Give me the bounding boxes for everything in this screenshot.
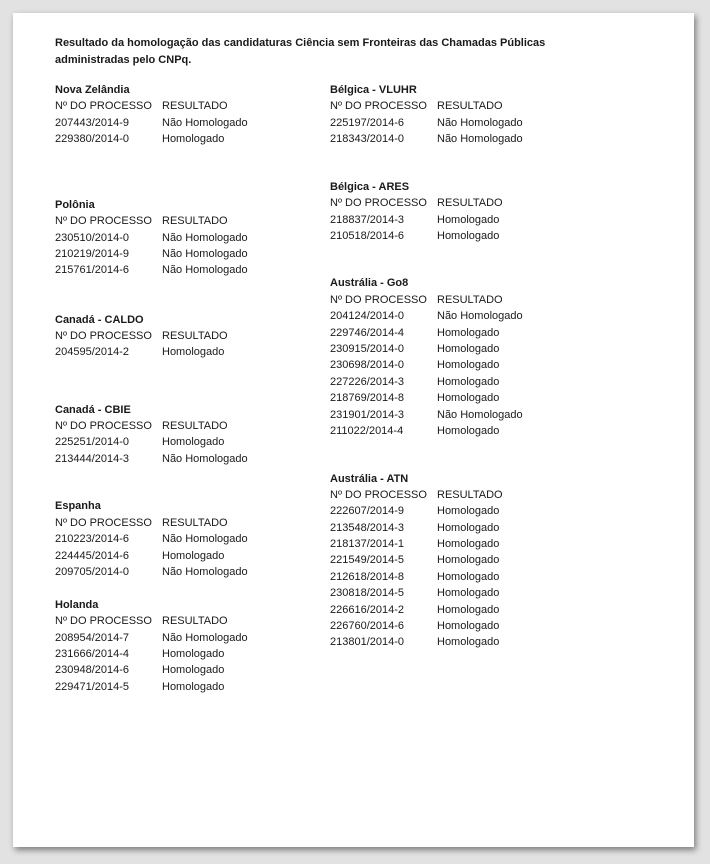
column-header-row xyxy=(55,213,325,229)
table-row xyxy=(55,646,325,662)
table-row xyxy=(330,585,600,601)
col-resultado-header: RESULTADO xyxy=(437,100,503,113)
table-row xyxy=(330,602,600,618)
process-number: 209705/2014-0 xyxy=(55,565,130,578)
col-processo-header: Nº DO PROCESSO xyxy=(55,329,152,342)
section-heading: Espanha xyxy=(55,500,101,513)
section-holanda xyxy=(55,597,325,695)
table-row xyxy=(330,520,600,536)
process-number: 213444/2014-3 xyxy=(55,452,130,465)
right-column xyxy=(330,82,600,651)
section-heading: Canadá - CALDO xyxy=(55,313,144,326)
process-number: 221549/2014-5 xyxy=(330,554,405,567)
result-status: Homologado xyxy=(437,538,500,551)
result-status: Não Homologado xyxy=(162,247,248,260)
column-header-row xyxy=(330,98,600,114)
table-row xyxy=(55,531,325,547)
col-processo-header: Nº DO PROCESSO xyxy=(330,488,427,501)
process-number: 231901/2014-3 xyxy=(330,408,405,421)
table-row xyxy=(330,228,600,244)
table-row xyxy=(55,564,325,580)
process-number: 211022/2014-4 xyxy=(330,424,404,437)
table-row xyxy=(330,374,600,390)
process-number: 222607/2014-9 xyxy=(330,505,405,518)
result-status: Homologado xyxy=(437,620,500,633)
result-status: Homologado xyxy=(437,603,500,616)
result-status: Homologado xyxy=(437,213,500,226)
process-number: 204595/2014-2 xyxy=(55,346,130,359)
process-number: 218837/2014-3 xyxy=(330,213,405,226)
result-status: Homologado xyxy=(162,133,225,146)
process-number: 226616/2014-2 xyxy=(330,603,405,616)
column-header-row xyxy=(55,98,325,114)
left-column xyxy=(55,82,325,695)
result-status: Homologado xyxy=(437,359,500,372)
table-row xyxy=(330,552,600,568)
process-number: 208954/2014-7 xyxy=(55,631,130,644)
section-heading: Bélgica - VLUHR xyxy=(330,84,417,96)
col-processo-header: Nº DO PROCESSO xyxy=(55,615,152,628)
section-canada-cbie xyxy=(55,402,325,468)
process-number: 215761/2014-6 xyxy=(55,264,130,277)
column-header-row xyxy=(55,515,325,531)
result-status: Homologado xyxy=(437,424,500,437)
section-canada-caldo xyxy=(55,312,325,361)
result-status: Não Homologado xyxy=(162,264,248,277)
result-status: Não Homologado xyxy=(162,452,248,465)
result-status: Homologado xyxy=(437,229,500,242)
section-nova-zelandia xyxy=(55,82,325,148)
section-heading: Nova Zelândia xyxy=(55,84,130,96)
process-number: 218769/2014-8 xyxy=(330,392,405,405)
table-row xyxy=(330,536,600,552)
col-resultado-header: RESULTADO xyxy=(162,420,228,433)
col-processo-header: Nº DO PROCESSO xyxy=(330,293,427,306)
process-number: 218343/2014-0 xyxy=(330,133,405,146)
table-row xyxy=(55,131,325,147)
col-processo-header: Nº DO PROCESSO xyxy=(55,420,152,433)
process-number: 230698/2014-0 xyxy=(330,359,405,372)
col-processo-header: Nº DO PROCESSO xyxy=(55,100,152,113)
process-number: 210223/2014-6 xyxy=(55,533,130,546)
process-number: 207443/2014-9 xyxy=(55,116,130,129)
process-number: 213801/2014-0 xyxy=(330,636,405,649)
process-number: 229471/2014-5 xyxy=(55,680,130,693)
process-number: 212618/2014-8 xyxy=(330,570,405,583)
column-header-row xyxy=(330,292,600,308)
table-row xyxy=(55,434,325,450)
result-status: Homologado xyxy=(437,343,500,355)
table-row xyxy=(330,634,600,650)
process-number: 229380/2014-0 xyxy=(55,133,130,146)
column-header-row xyxy=(55,418,325,434)
col-processo-header: Nº DO PROCESSO xyxy=(330,100,427,113)
col-resultado-header: RESULTADO xyxy=(437,197,503,210)
result-status: Homologado xyxy=(437,636,500,649)
section-espanha xyxy=(55,498,325,580)
result-status: Homologado xyxy=(162,647,225,660)
result-status: Homologado xyxy=(162,436,225,449)
process-number: 210518/2014-6 xyxy=(330,229,405,242)
result-status: Não Homologado xyxy=(437,310,523,323)
table-row xyxy=(330,569,600,585)
process-number: 226760/2014-6 xyxy=(330,620,405,633)
table-row xyxy=(330,212,600,228)
table-row xyxy=(330,131,600,147)
result-status: Homologado xyxy=(162,346,225,359)
process-number: 210219/2014-9 xyxy=(55,247,130,260)
process-number: 213548/2014-3 xyxy=(330,521,405,534)
result-status: Não Homologado xyxy=(162,565,248,578)
result-status: Homologado xyxy=(437,505,500,518)
table-row xyxy=(55,344,325,360)
table-row xyxy=(55,230,325,246)
result-status: Homologado xyxy=(437,375,500,388)
process-number: 231666/2014-4 xyxy=(55,647,130,660)
process-number: 230915/2014-0 xyxy=(330,343,405,355)
section-belgica-ares xyxy=(330,179,600,245)
table-row xyxy=(330,357,600,373)
table-row xyxy=(55,115,325,131)
section-polonia xyxy=(55,197,325,279)
col-processo-header: Nº DO PROCESSO xyxy=(55,516,152,529)
section-heading: Polônia xyxy=(55,198,95,211)
result-status: Não Homologado xyxy=(162,116,248,129)
column-header-row xyxy=(55,613,325,629)
result-status: Não Homologado xyxy=(162,533,248,546)
process-number: 230948/2014-6 xyxy=(55,664,130,677)
section-heading: Austrália - Go8 xyxy=(330,277,409,290)
result-status: Não Homologado xyxy=(162,231,248,244)
section-heading: Canadá - CBIE xyxy=(55,403,131,416)
col-resultado-header: RESULTADO xyxy=(162,100,228,113)
result-status: Homologado xyxy=(162,680,225,693)
col-resultado-header: RESULTADO xyxy=(437,488,503,501)
table-row xyxy=(330,115,600,131)
process-number: 224445/2014-6 xyxy=(55,549,130,562)
column-header-row xyxy=(330,487,600,503)
col-resultado-header: RESULTADO xyxy=(162,615,228,628)
document-page xyxy=(13,13,694,847)
table-row xyxy=(55,679,325,695)
table-row xyxy=(55,246,325,262)
table-row xyxy=(330,503,600,519)
process-number: 227226/2014-3 xyxy=(330,375,405,388)
table-row xyxy=(55,548,325,564)
column-header-row xyxy=(55,328,325,344)
process-number: 229746/2014-4 xyxy=(330,326,405,339)
result-status: Não Homologado xyxy=(437,408,523,421)
table-row xyxy=(330,325,600,341)
section-heading: Holanda xyxy=(55,598,99,611)
table-row xyxy=(330,423,600,439)
process-number: 230818/2014-5 xyxy=(330,587,405,600)
process-number: 230510/2014-0 xyxy=(55,231,130,244)
table-row xyxy=(55,262,325,278)
table-row xyxy=(55,630,325,646)
col-resultado-header: RESULTADO xyxy=(162,329,228,342)
table-row xyxy=(330,390,600,406)
col-resultado-header: RESULTADO xyxy=(162,215,228,228)
col-resultado-header: RESULTADO xyxy=(162,516,228,529)
section-heading: Bélgica - ARES xyxy=(330,180,410,193)
result-status: Homologado xyxy=(162,664,225,677)
process-number: 225197/2014-6 xyxy=(330,116,405,129)
result-status: Não Homologado xyxy=(437,116,523,129)
table-row xyxy=(330,407,600,423)
section-heading: Austrália - ATN xyxy=(330,472,409,485)
col-processo-header: Nº DO PROCESSO xyxy=(330,197,427,210)
table-row xyxy=(55,451,325,467)
section-australia-go8 xyxy=(330,275,600,439)
result-status: Homologado xyxy=(437,570,500,583)
process-number: 218137/2014-1 xyxy=(330,538,405,551)
result-status: Não Homologado xyxy=(437,133,523,146)
table-row xyxy=(330,308,600,324)
document-title: Resultado da homologação das candidaturas Ciência sem Fronteiras das Chamadas Públicas administradas pelo CNPq. xyxy=(55,37,546,66)
table-row xyxy=(330,618,600,634)
col-resultado-header: RESULTADO xyxy=(437,293,503,306)
process-number: 204124/2014-0 xyxy=(330,310,405,323)
result-status: Homologado xyxy=(437,326,500,339)
process-number: 225251/2014-0 xyxy=(55,436,130,449)
result-status: Homologado xyxy=(437,521,500,534)
section-australia-atn xyxy=(330,471,600,651)
result-status: Homologado xyxy=(162,549,225,562)
result-status: Homologado xyxy=(437,587,500,600)
table-row xyxy=(330,341,600,357)
table-row xyxy=(55,662,325,678)
column-header-row xyxy=(330,195,600,211)
result-status: Homologado xyxy=(437,392,500,405)
result-status: Não Homologado xyxy=(162,631,248,644)
col-processo-header: Nº DO PROCESSO xyxy=(55,215,152,228)
result-status: Homologado xyxy=(437,554,500,567)
section-belgica-vluhr xyxy=(330,82,600,148)
